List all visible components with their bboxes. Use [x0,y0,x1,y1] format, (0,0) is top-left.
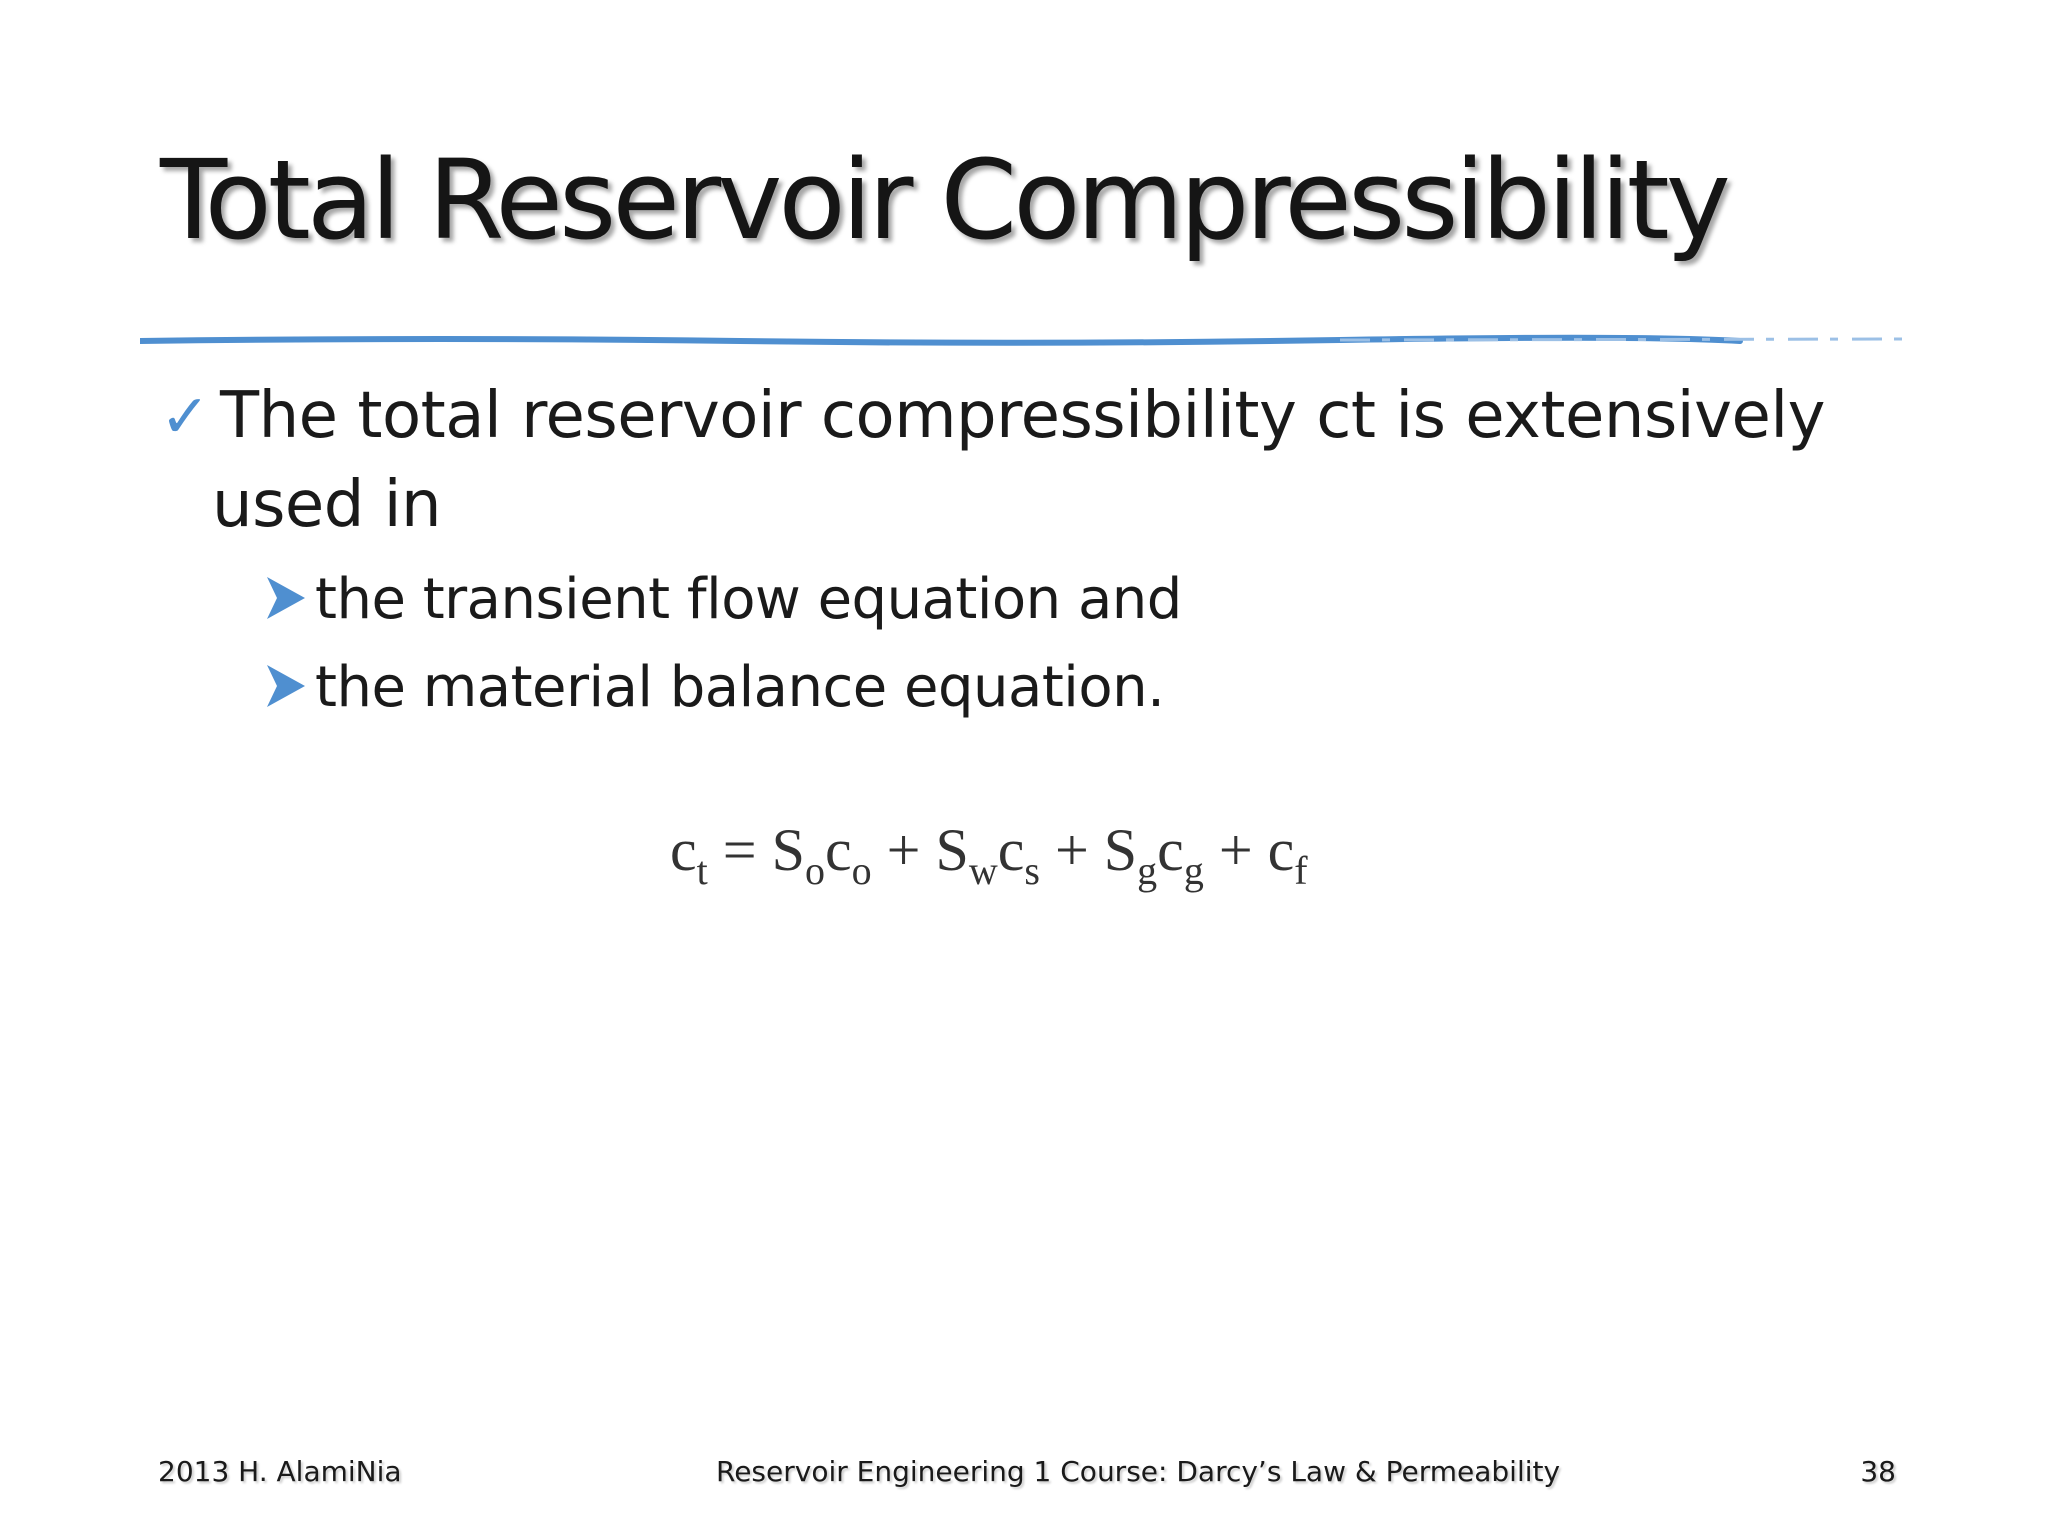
slide-title: Total Reservoir Compressibility [160,136,1727,264]
footer-course-title: Reservoir Engineering 1 Course: Darcy’s Law & Permeability [716,1455,1561,1488]
title-divider-line [140,334,1910,348]
main-bullet-line2: used in [212,468,442,542]
sub-bullet-text: the transient flow equation and [315,567,1182,632]
footer-page-number: 38 [1860,1455,1896,1488]
arrow-bullet-icon [265,651,315,731]
checkmark-icon: ✓ [160,382,210,452]
sub-bullet-item [265,648,1164,731]
total-compressibility-equation: $c_t = S_oc_o + S_wc_s + S_gc_g + c_f$ [670,817,1308,893]
arrow-bullet-icon [265,563,315,643]
main-bullet [160,372,1910,549]
footer-author: 2013 H. AlamiNia [158,1455,402,1488]
main-bullet-line1: The total reservoir compressibility ct is extensively [220,379,1825,453]
sub-bullet-text: the material balance equation. [315,655,1165,720]
sub-bullet-item [265,560,1182,643]
